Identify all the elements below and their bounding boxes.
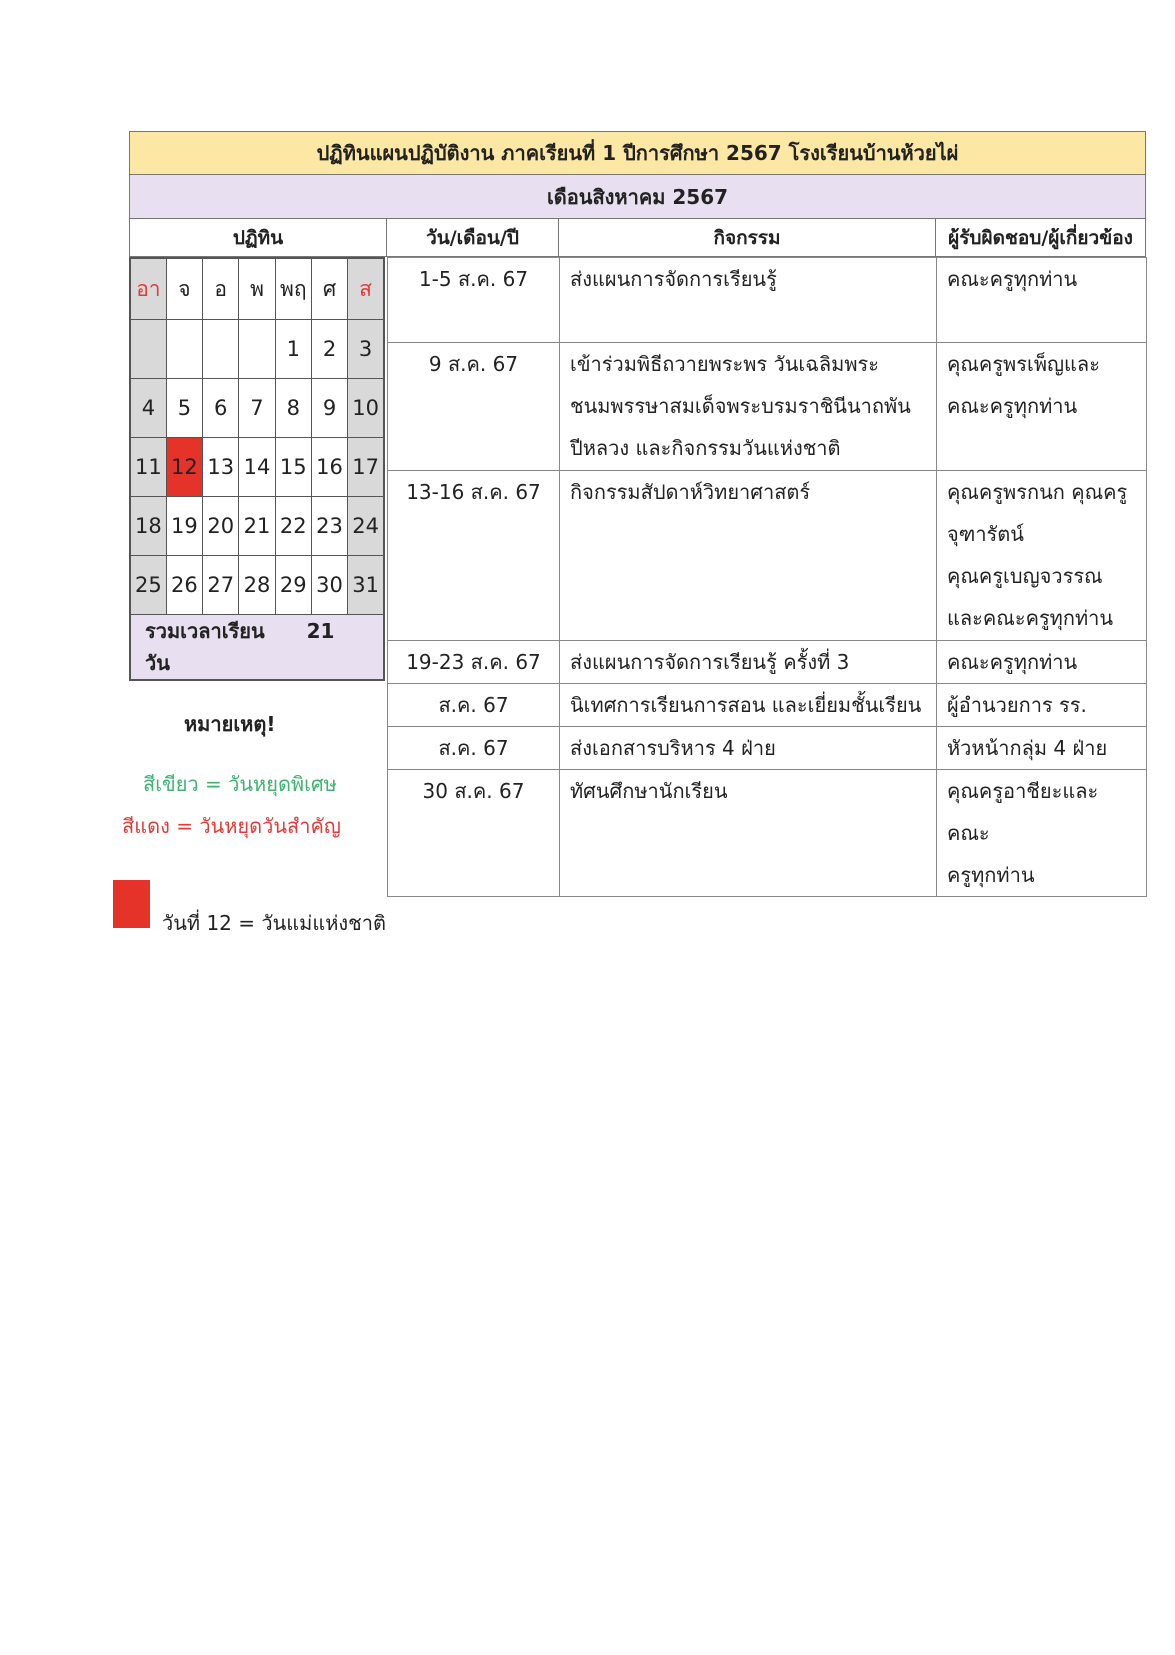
activity-line: กิจกรรมสัปดาห์วิทยาศาสตร์ [570,480,811,504]
activity-header: กิจกรรม [559,219,936,257]
responsible-line: ครูทุกท่าน [947,863,1035,887]
weekday-mon: จ [166,258,202,320]
day-cell: 23 [311,497,347,556]
total-unit: วัน [145,651,170,675]
activity-date: ส.ค. 67 [388,727,560,770]
activity-table [387,257,1147,897]
day-cell: 2 [311,320,347,379]
legend-red: สีแดง = วันหยุดวันสำคัญ [122,814,341,838]
week-row [130,320,384,379]
activity-responsible [937,641,1147,684]
calendar-grid [129,257,385,681]
responsible-line: และคณะครูทุกท่าน [947,606,1114,630]
day-cell: 1 [275,320,311,379]
red-swatch [113,880,150,928]
activity-date: 1-5 ส.ค. 67 [388,258,560,343]
day-cell: 15 [275,438,311,497]
activity-text [560,471,937,641]
activity-date: 19-23 ส.ค. 67 [388,641,560,684]
weekday-row [130,258,384,320]
day-cell: 26 [166,556,202,615]
activity-line: เข้าร่วมพิธีถวายพระพร วันเฉลิมพระ [570,352,879,376]
day-cell: 28 [239,556,275,615]
responsible-line: หัวหน้ากลุ่ม 4 ฝ่าย [947,736,1108,760]
activity-row [388,641,1147,684]
mothers-day-note: วันที่ 12 = วันแม่แห่งชาติ [162,911,386,935]
day-cell: 19 [166,497,202,556]
activity-text [560,727,937,770]
activity-line: ปีหลวง และกิจกรรมวันแห่งชาติ [570,436,841,460]
day-cell: 3 [348,320,384,379]
day-cell: 22 [275,497,311,556]
activity-responsible [937,770,1147,897]
day-cell: 25 [130,556,166,615]
activity-responsible [937,727,1147,770]
activity-line: ส่งเอกสารบริหาร 4 ฝ่าย [570,736,776,760]
responsible-header: ผู้รับผิดชอบ/ผู้เกี่ยวข้อง [936,219,1146,257]
activity-date: 30 ส.ค. 67 [388,770,560,897]
activity-row [388,727,1147,770]
day-cell: 27 [203,556,239,615]
activity-row [388,343,1147,471]
total-value: 21 [306,619,335,643]
activity-responsible [937,258,1147,343]
page-title: ปฏิทินแผนปฏิบัติงาน ภาคเรียนที่ 1 ปีการศึกษา 2567 โรงเรียนบ้านห้วยไผ่ [129,131,1146,175]
calendar-header: ปฏิทิน [129,219,387,257]
responsible-line: คณะครูทุกท่าน [947,650,1078,674]
total-study-days [130,615,384,681]
activity-date: 13-16 ส.ค. 67 [388,471,560,641]
day-cell: 18 [130,497,166,556]
legend-green: สีเขียว = วันหยุดพิเศษ [143,772,337,796]
weekday-sun: อา [130,258,166,320]
activity-responsible [937,343,1147,471]
week-row [130,556,384,615]
activity-text [560,343,937,471]
day-cell: 6 [203,379,239,438]
responsible-line: คุณครูเบญจวรรณ [947,564,1103,588]
day-cell: 17 [348,438,384,497]
date-header: วัน/เดือน/ปี [387,219,559,257]
activity-row [388,258,1147,343]
day-cell: 4 [130,379,166,438]
day-cell [239,320,275,379]
day-cell [166,320,202,379]
day-cell: 10 [348,379,384,438]
activity-line: ส่งแผนการจัดการเรียนรู้ [570,267,777,291]
activity-responsible [937,684,1147,727]
activity-date: 9 ส.ค. 67 [388,343,560,471]
responsible-line: จุฑารัตน์ [947,522,1024,546]
activity-line: นิเทศการเรียนการสอน และเยี่ยมชั้นเรียน [570,693,922,717]
total-row [130,615,384,681]
weekday-thu: พฤ [275,258,311,320]
day-cell-mothers-day: 12 [166,438,202,497]
activity-date: ส.ค. 67 [388,684,560,727]
day-cell: 5 [166,379,202,438]
day-cell: 30 [311,556,347,615]
activity-line: ทัศนศึกษานักเรียน [570,779,728,803]
day-cell: 13 [203,438,239,497]
weekday-tue: อ [203,258,239,320]
weekday-wed: พ [239,258,275,320]
week-row [130,438,384,497]
day-cell: 11 [130,438,166,497]
responsible-line: คณะครูทุกท่าน [947,394,1078,418]
legend-title: หมายเหตุ! [184,712,276,736]
day-cell: 29 [275,556,311,615]
day-cell: 24 [348,497,384,556]
activity-text [560,770,937,897]
day-cell: 9 [311,379,347,438]
activity-row [388,471,1147,641]
responsible-line: คณะครูทุกท่าน [947,267,1078,291]
week-row [130,497,384,556]
activity-text [560,684,937,727]
weekday-sat: ส [348,258,384,320]
day-cell: 21 [239,497,275,556]
activity-line: ชนมพรรษาสมเด็จพระบรมราชินีนาถพัน [570,394,911,418]
responsible-line: คุณครูพรกนก คุณครู [947,480,1128,504]
month-title: เดือนสิงหาคม 2567 [129,175,1146,219]
total-label: รวมเวลาเรียน [145,619,265,643]
day-cell: 20 [203,497,239,556]
weekday-fri: ศ [311,258,347,320]
activity-text [560,258,937,343]
responsible-line: คุณครูอาชียะและคณะ [947,779,1099,845]
responsible-line: ผู้อำนวยการ รร. [947,693,1087,717]
activity-row [388,770,1147,897]
activity-responsible [937,471,1147,641]
day-cell [130,320,166,379]
day-cell: 16 [311,438,347,497]
day-cell: 8 [275,379,311,438]
activity-text [560,641,937,684]
week-row [130,379,384,438]
day-cell: 7 [239,379,275,438]
activity-row [388,684,1147,727]
day-cell: 31 [348,556,384,615]
day-cell: 14 [239,438,275,497]
day-cell [203,320,239,379]
activity-line: ส่งแผนการจัดการเรียนรู้ ครั้งที่ 3 [570,650,850,674]
responsible-line: คุณครูพรเพ็ญและ [947,352,1100,376]
